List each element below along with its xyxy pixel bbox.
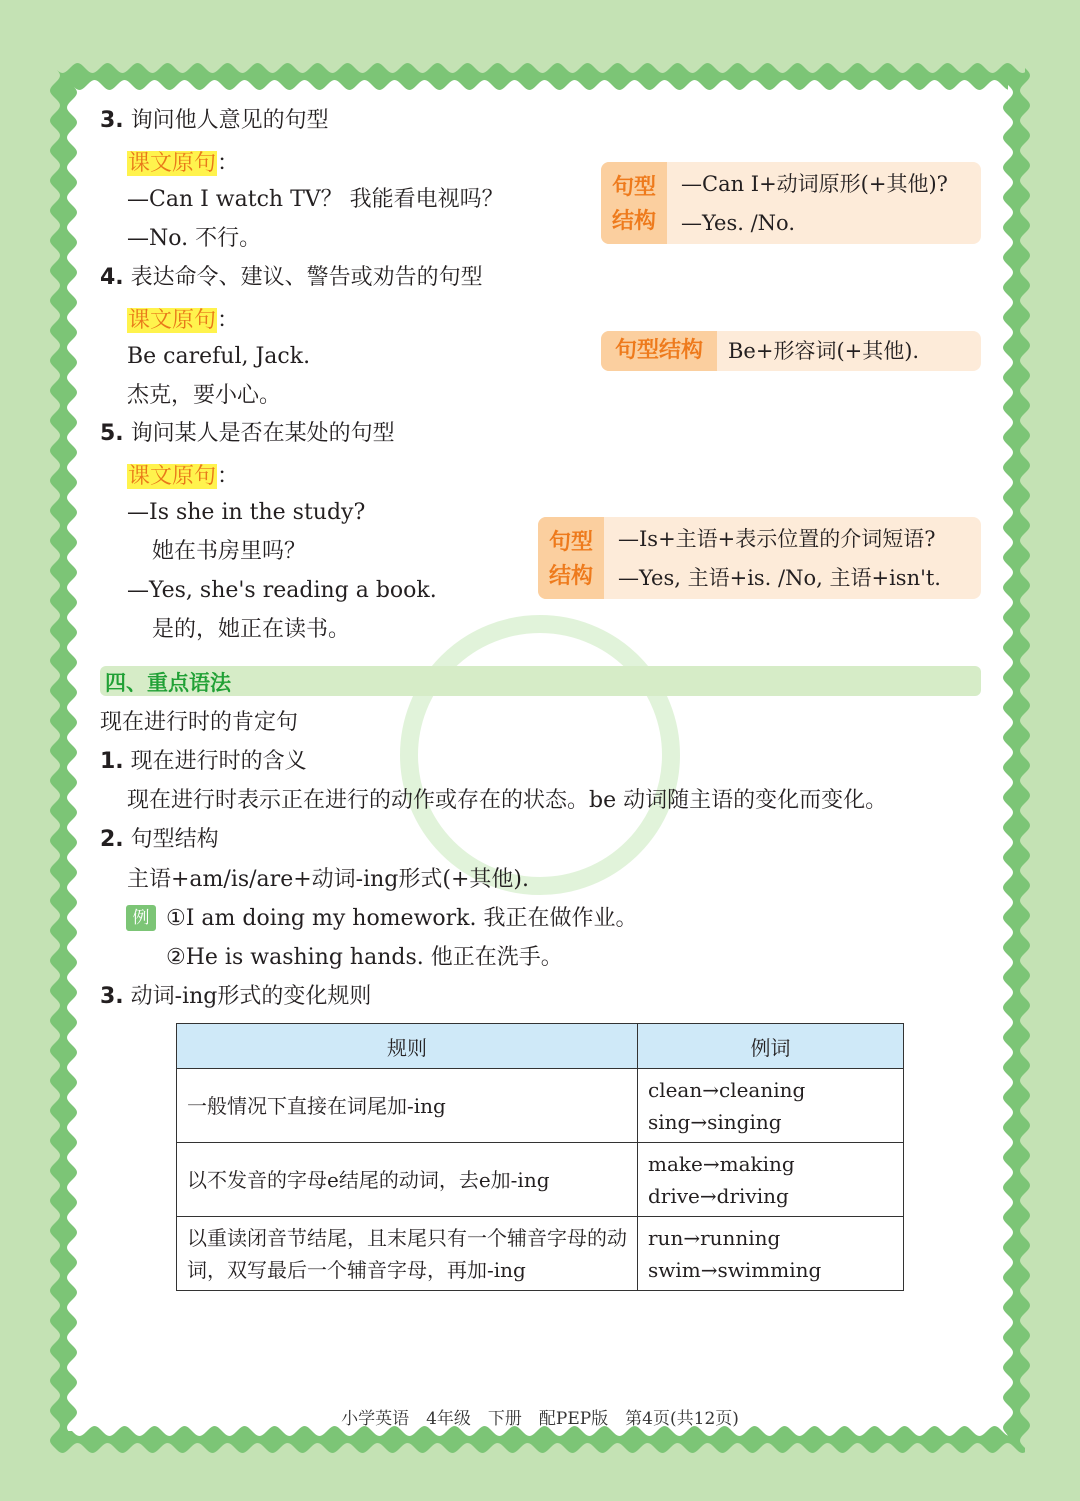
example-word: run→running xyxy=(648,1225,781,1250)
table-header-rule: 规则 xyxy=(177,1024,638,1069)
point-number: 3. xyxy=(100,984,124,1009)
section-number: 3. xyxy=(100,108,124,133)
sentence-line: —No. 不行。 xyxy=(127,226,262,251)
text-label xyxy=(127,146,239,178)
point-title: 动词-ing形式的变化规则 xyxy=(130,984,372,1009)
structure-box xyxy=(601,162,981,244)
point-text: 现在进行时表示正在进行的动作或存在的状态。be 动词随主语的变化而变化。 xyxy=(127,788,888,813)
section-title: 询问某人是否在某处的句型 xyxy=(130,421,395,446)
section-header-title: 四、重点语法 xyxy=(105,671,231,695)
example-cell xyxy=(638,1069,904,1143)
section-4-heading xyxy=(100,264,483,292)
structure-line: —Can I+动词原形(+其他)? xyxy=(681,172,948,196)
sentence-line: 她在书房里吗？ xyxy=(152,539,307,564)
text-label-highlight: 课文原句 xyxy=(128,464,217,489)
example-cell xyxy=(638,1217,904,1291)
text-label xyxy=(127,303,239,335)
page-footer: 小学英语 4年级 下册 配PEP版 第4页(共12页) xyxy=(341,1409,739,1429)
grammar-point-2-heading xyxy=(100,826,219,854)
tag-line: 结构 xyxy=(548,564,593,589)
watermark-logo xyxy=(400,615,680,895)
example-badge: 例 xyxy=(126,905,156,931)
point-title: 句型结构 xyxy=(130,827,219,852)
structure-box xyxy=(601,331,981,371)
table-header-row xyxy=(177,1024,904,1069)
structure-line: —Is+主语+表示位置的介词短语? xyxy=(618,527,936,551)
example-word: make→making xyxy=(648,1151,795,1176)
tag-line: 句型 xyxy=(548,530,593,555)
tag-line: 结构 xyxy=(611,209,656,234)
point-number: 1. xyxy=(100,749,124,774)
structure-box xyxy=(538,517,981,599)
sentence-line: —Can I watch TV？ 我能看电视吗？ xyxy=(127,187,504,212)
table-row xyxy=(177,1069,904,1143)
text-label-highlight: 课文原句 xyxy=(128,308,217,333)
example-word: drive→driving xyxy=(648,1183,789,1208)
section-title: 表达命令、建议、警告或劝告的句型 xyxy=(130,265,483,290)
section-number: 5. xyxy=(100,421,124,446)
table-row xyxy=(177,1143,904,1217)
structure-tag xyxy=(538,517,604,599)
sentence-line: Be careful, Jack. xyxy=(127,344,311,369)
table-header-example: 例词 xyxy=(638,1024,904,1069)
label-colon: ： xyxy=(217,151,240,176)
structure-line: —Yes, 主语+is. /No, 主语+isn't. xyxy=(618,566,941,590)
example-word: sing→singing xyxy=(648,1109,782,1134)
point-title: 现在进行时的含义 xyxy=(130,749,307,774)
sentence-line: —Yes, she's reading a book. xyxy=(127,578,437,603)
example-word: clean→cleaning xyxy=(648,1077,806,1102)
table-row xyxy=(177,1217,904,1291)
example-sentence: ①I am doing my homework. 我正在做作业。 xyxy=(166,906,638,931)
structure-tag xyxy=(601,162,667,244)
rule-cell: 一般情况下直接在词尾加-ing xyxy=(177,1069,638,1143)
grammar-subtitle: 现在进行时的肯定句 xyxy=(100,710,299,735)
sentence-line: 杰克，要小心。 xyxy=(127,383,282,408)
example-cell xyxy=(638,1143,904,1217)
point-number: 2. xyxy=(100,827,124,852)
rule-cell: 以不发音的字母e结尾的动词，去e加-ing xyxy=(177,1143,638,1217)
text-label xyxy=(127,459,239,491)
sentence-line: 是的，她正在读书。 xyxy=(152,617,351,642)
tag-line: 句型 xyxy=(611,175,656,200)
section-5-heading xyxy=(100,420,395,448)
rule-cell: 以重读闭音节结尾，且末尾只有一个辅音字母的动词，双写最后一个辅音字母，再加-ing xyxy=(177,1217,638,1291)
section-title: 询问他人意见的句型 xyxy=(130,108,329,133)
structure-line: Be+形容词(+其他). xyxy=(728,339,920,363)
section-number: 4. xyxy=(100,265,124,290)
structure-line: —Yes. /No. xyxy=(681,211,795,235)
example-sentence: ②He is washing hands. 他正在洗手。 xyxy=(166,945,563,970)
grammar-point-1-heading xyxy=(100,748,307,776)
label-colon: ： xyxy=(217,464,240,489)
point-text: 主语+am/is/are+动词-ing形式(+其他). xyxy=(127,867,529,892)
section-header-bar xyxy=(100,666,981,696)
text-label-highlight: 课文原句 xyxy=(128,151,217,176)
section-3-heading xyxy=(100,107,329,135)
structure-tag: 句型结构 xyxy=(601,331,717,371)
label-colon: ： xyxy=(217,308,240,333)
grammar-point-3-heading xyxy=(100,983,371,1011)
example-word: swim→swimming xyxy=(648,1257,822,1282)
ing-rules-table xyxy=(176,1023,904,1291)
sentence-line: —Is she in the study? xyxy=(127,500,366,525)
